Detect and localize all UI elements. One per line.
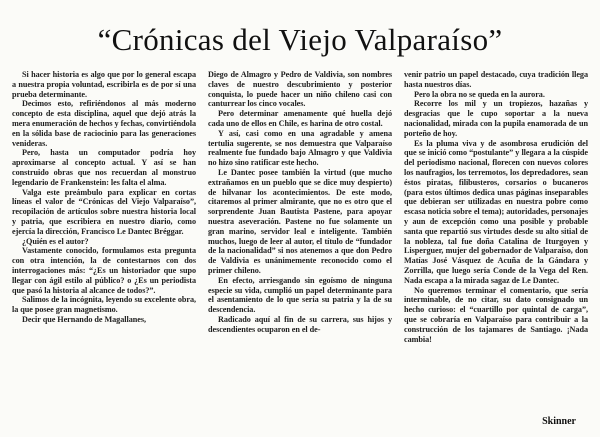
paragraph: Y así, casi como en una agradable y amena tertulia sugerente, se nos demuestra que Valparaíso realmente fue fundado bajo Almagro y que Valdivia no hizo sino ratificar este hecho. [208,128,392,168]
paragraph: Si hacer historia es algo que por lo general escapa a nuestra propia voluntad, escribirla es de por sí una prueba determinante. [12,70,196,99]
paragraph: Diego de Almagro y Pedro de Valdivia, son nombres claves de nuestro descubrimiento y posterior conquista, lo puede hacer un niño chileno casi con canturrear los cinco vocales. [208,70,392,109]
paragraph: venir patrio un papel destacado, cuya tradición llega hasta nuestros días. [404,70,588,89]
paragraph: Recorre los mil y un tropiezos, hazañas y desgracias que le cupo soportar a la nueva nacionalidad, mirada con la pupila enamorada de un porteño de hoy. [404,99,588,138]
paragraph: Salimos de la incógnita, leyendo su excelente obra, la que posee gran magnetismo. [12,295,196,315]
paragraph: Pero, hasta un computador podría hoy aproximarse al concepto actual. Y así se han construido obras que nos recuerdan al monstruo legendario de Frankenstein: les falta el alma. [12,148,196,187]
paragraph: Pero determinar amenamente qué huella dejó cada uno de ellos en Chile, es harina de otro costal. [208,109,392,128]
paragraph: Decimos esto, refiriéndonos al más moderno concepto de esta disciplina, aquel que dejó atrás la mera enumeración de hechos y fechas, convirtiéndola en la sólida base de raciocinio para las generaciones venideras. [12,99,196,148]
paragraph: Es la pluma viva y de asombrosa erudición del que se inició como “postulante” y llegara a la cúspide del periodismo nacional, florecen con nuevos colores los naufragios, los terremotos, los depredadores, sean éstos piratas, filibusteros, corsarios o bucaneros (para estos últimos dedica unas páginas inseparables que debieran ser utilizadas en nuestra pobre como escasa noticia sobre el tema); autoridades, personajes y aun de excepción como una posible y probable santa que repartió sus virtudes desde su alto sitial de la nobleza, tal fue doña Catalina de Iturgoyen y Lisperguer, mujer del gobernador de Valparaíso, don Matías José Vásquez de Acuña de la Gándara y Zorrilla, que luego sería Conde de la Vega del Ren. Nada escapa a la mirada sagaz de Le Dantec. [404,138,588,285]
paragraph: Vastamente conocido, formulamos esta pregunta con otra intención, la de contestarnos con dos interrogaciones más: “¿Es un historiador que supo llegar con ágil estilo al público? o ¿Es un periodista que pasó la historia al alcance de todos?”. [12,246,196,295]
paragraph: Valga este preámbulo para explicar en cortas líneas el valor de “Crónicas del Viejo Valparaíso”, recopilación de artículos sobre nuestra historia local y patria, que escribiera en nuestro diario, como ejercía la dirección, Francisco Le Dantec Bréggar. [12,187,196,236]
paragraph: En efecto, arriesgando sin egoísmo de ninguna especie su vida, cumplió un papel determinante para el asentamiento de lo que sería su patria y la de su descendencia. [208,275,392,315]
paragraph: Pero la obra no se queda en la aurora. [414,89,545,99]
paragraph: Radicado aquí al fin de su carrera, sus hijos y descendientes ocuparon en el de- [208,314,392,334]
paragraph: ¿Quién es el autor? [22,236,89,246]
headline: “Crónicas del Viejo Valparaíso” [97,22,503,57]
column-2 [208,70,392,425]
paragraph: Decir que Hernando de Magallanes, [22,314,146,324]
paragraph: No queremos terminar el comentario, que sería interminable, de no citar, su dato consignado un hecho curioso: el “cuartillo por quintal de carga”, que se cobraría en Valparaíso para contribuir a la construcción de los tajamares de Santiago. ¡Nada cambia! [404,285,588,344]
paragraph: Le Dantec posee también la virtud (que mucho extrañamos en un pueblo que se dice muy despierto) de hilvanar los acontecimientos. De este modo, citaremos al primer almirante, que no es otro que el sorprendente Juan Bautista Pastene, para apoyar nuestra aseveración. Pastene no fue solamente un gran marino, servidor leal e inteligente. También muchos, luego de leer al autor, el título de “fundador de la nacionalidad” si nos atenemos a que don Pedro de Valdivia es unánimemente reconocido como el primer chileno. [208,167,392,275]
column-1 [12,70,196,425]
byline: Skinner [542,416,576,427]
article-body [12,70,588,425]
column-3 [404,70,588,425]
